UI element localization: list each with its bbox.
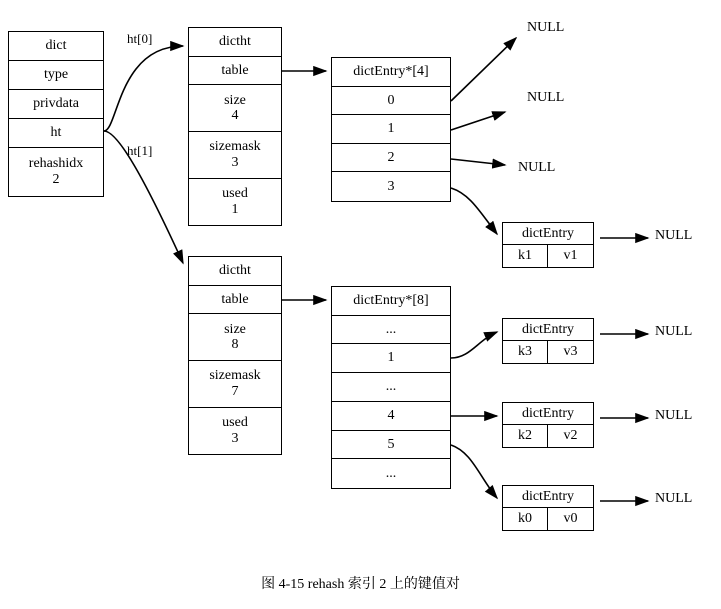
ht0-row-sizemask: sizemask 3 — [189, 132, 281, 179]
dict-entry-k2-value: v2 — [563, 428, 578, 443]
ht1-dictht-struct — [188, 256, 282, 455]
ht1-size-value: 8 — [231, 337, 239, 353]
ht0-table-header: dictEntry*[4] — [332, 58, 450, 87]
dict-entry-k2 — [502, 402, 594, 448]
ht1-row-used: used 3 — [189, 408, 281, 455]
ht1-table-slot-0: ... — [332, 316, 450, 345]
ht1-table-slot-1: 1 — [332, 344, 450, 373]
null-text-slot1: NULL — [527, 90, 565, 105]
dict-entry-k2-fields — [503, 425, 593, 447]
dict-entry-k3-key: k3 — [503, 341, 548, 363]
ht1-row-table: table — [189, 286, 281, 315]
dict-entry-k1-title: dictEntry — [503, 223, 593, 245]
ht0-dictht-struct — [188, 27, 282, 226]
ht0-row-size: size 4 — [189, 85, 281, 132]
ht0-row-dictht: dictht — [189, 28, 281, 57]
ht1-table-header: dictEntry*[8] — [332, 287, 450, 316]
dict-entry-k3 — [502, 318, 594, 364]
dict-row-ht: ht — [9, 119, 103, 148]
ht0-sizemask-value: 3 — [231, 154, 239, 170]
ht1-pointer-label: ht[1] — [127, 143, 153, 158]
ht1-row-sizemask: sizemask 7 — [189, 361, 281, 408]
dict-entry-k3-value: v3 — [563, 344, 578, 359]
dict-entry-k0-key: k0 — [503, 508, 548, 530]
ht0-row-table: table — [189, 57, 281, 86]
null-text-slot0: NULL — [527, 20, 565, 35]
dict-rehashidx-value: 2 — [52, 172, 60, 187]
dict-entry-k3-title: dictEntry — [503, 319, 593, 341]
ht0-used-value: 1 — [231, 201, 239, 217]
null-text-slot2: NULL — [518, 160, 556, 175]
ht1-sizemask-value: 7 — [231, 383, 239, 399]
ht1-row-dictht: dictht — [189, 257, 281, 286]
null-text-entry-k0: NULL — [655, 491, 693, 506]
ht1-row-size: size 8 — [189, 314, 281, 361]
dict-row-rehashidx: rehashidx 2 — [9, 148, 103, 196]
null-text-entry-k1: NULL — [655, 228, 693, 243]
ht1-table-slot-2: ... — [332, 373, 450, 402]
ht1-used-value: 3 — [231, 430, 239, 446]
ht0-row-used: used 1 — [189, 179, 281, 226]
dict-entry-k0-value: v0 — [563, 511, 578, 526]
null-text-entry-k3: NULL — [655, 324, 693, 339]
ht0-table-slot-1: 1 — [332, 115, 450, 144]
ht0-table-array — [331, 57, 451, 202]
dict-entry-k2-key: k2 — [503, 425, 548, 447]
ht0-table-slot-2: 2 — [332, 144, 450, 173]
ht0-table-slot-0: 0 — [332, 87, 450, 116]
dict-entry-k1-fields — [503, 245, 593, 267]
dict-entry-k3-fields — [503, 341, 593, 363]
dict-row-privdata: privdata — [9, 90, 103, 119]
ht0-pointer-label: ht[0] — [127, 31, 153, 46]
dict-entry-k1-value: v1 — [563, 248, 578, 263]
dict-entry-k1-key: k1 — [503, 245, 548, 267]
dict-entry-k1 — [502, 222, 594, 268]
figure-caption: 图 4-15 rehash 索引 2 上的键值对 — [261, 577, 460, 592]
ht1-table-slot-4: 5 — [332, 431, 450, 460]
ht1-table-array — [331, 286, 451, 489]
ht1-table-slot-3: 4 — [332, 402, 450, 431]
ht0-size-value: 4 — [231, 108, 239, 124]
null-text-entry-k2: NULL — [655, 408, 693, 423]
dict-entry-k0 — [502, 485, 594, 531]
dict-entry-k2-title: dictEntry — [503, 403, 593, 425]
ht1-table-slot-5: ... — [332, 459, 450, 488]
ht0-table-slot-3: 3 — [332, 172, 450, 201]
dict-entry-k0-title: dictEntry — [503, 486, 593, 508]
dict-struct — [8, 31, 104, 197]
dict-row-type: type — [9, 61, 103, 90]
dict-entry-k0-fields — [503, 508, 593, 530]
dict-row-dict: dict — [9, 32, 103, 61]
